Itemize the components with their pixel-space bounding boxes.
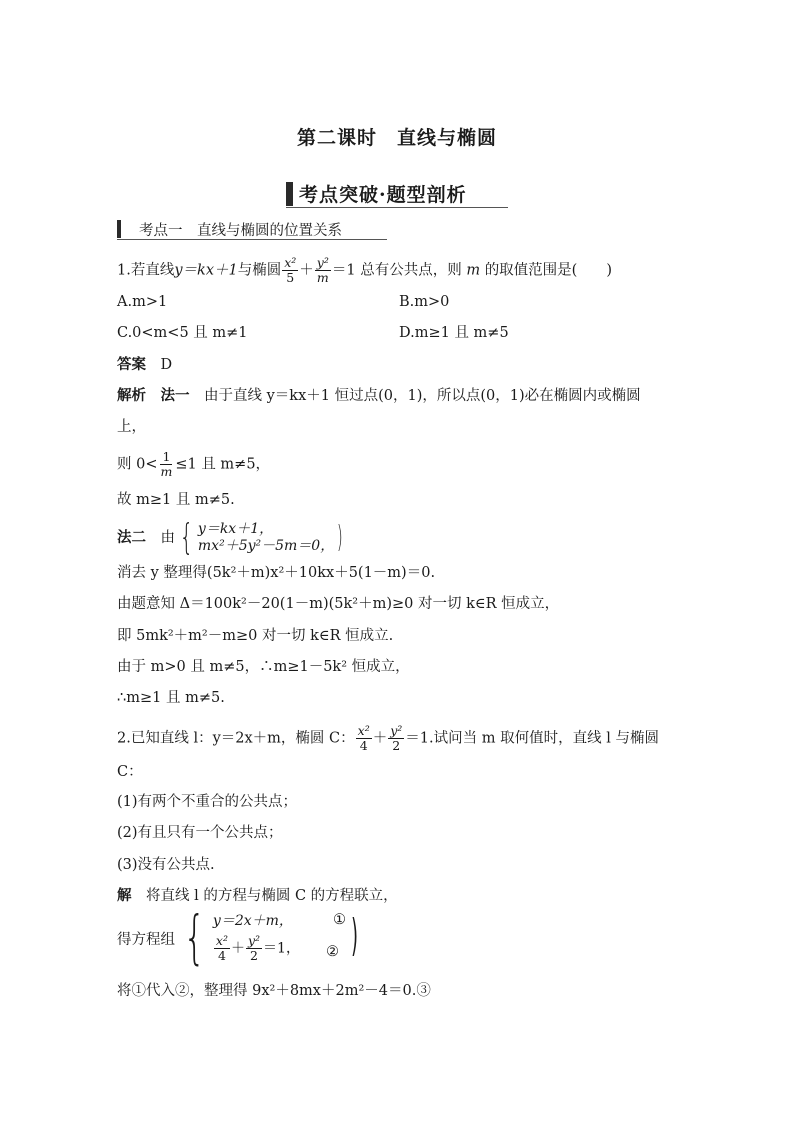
system-close-bracket: ): [351, 910, 359, 961]
q2-system-label: 得方程组: [117, 932, 175, 948]
method2-by: 由: [160, 530, 175, 546]
section-banner: [286, 178, 508, 208]
q1-method1: [117, 386, 641, 406]
answer-value: D: [160, 357, 173, 373]
q1-step-3: 即 5mk²＋m²－m≥0 对一切 k∈R 恒成立.: [117, 628, 394, 644]
q2-stem-cont: C：: [117, 764, 143, 780]
system-eq-2: $\frac{\text{x²}}{4}$ ＋ $\frac{\text{y²}}{2}$ ＝1，: [215, 932, 300, 963]
method1-text: 由于直线 y＝kx＋1 恒过点(0，1)，所以点(0，1)必在椭圆内或椭圆: [204, 388, 641, 404]
q1-option-d: D.m≥1 且 m≠5: [399, 325, 509, 341]
solution-label: 解: [117, 887, 132, 904]
q1-suffix: 的取值范围是( ): [484, 262, 613, 279]
topic-title: 考点一 直线与椭圆的位置关系: [139, 223, 342, 239]
q2-frac-x: $\frac{\text{x²}}{4}$: [357, 723, 370, 753]
method1-label: 法一: [160, 387, 190, 404]
q1-step-4: 由于 m>0 且 m≠5，∴m≥1－5k² 恒成立，: [117, 659, 410, 675]
then-prefix: 则 0<: [117, 456, 158, 473]
banner-bar: [286, 182, 293, 206]
banner-title: 考点突破·题型剖析: [299, 184, 467, 206]
analysis-label: 解析: [117, 387, 146, 404]
system-row-1: y＝kx＋1，: [197, 521, 274, 537]
q2-part-2: (2)有且只有一个公共点；: [117, 825, 283, 841]
q2-final: 将①代入②，整理得 9x²＋8mx＋2m²－4＝0.③: [117, 983, 431, 999]
answer-label: 答案: [117, 356, 146, 373]
q1-stem: 1.若直线y＝kx＋1与椭圆 $\frac{\text{x²}}{5}$ ＋ $\frac{\text{y²}}{m}$ ＝1 总有公共点，则 m 的取值范围是( ): [117, 255, 613, 285]
q1-so-line: 故 m≥1 且 m≠5.: [117, 492, 235, 508]
eq-mark-1: ①: [333, 912, 346, 928]
q2-stem: 2.已知直线 l：y＝2x＋m，椭圆 C： $\frac{\text{x²}}{4}$ ＋ $\frac{\text{y²}}{2}$ ＝1.试问当 m 取何值时，直线 l 与椭圆: [117, 723, 659, 753]
q1-method2: [117, 517, 346, 558]
q1-then-line: [117, 450, 270, 479]
system-eq-1: y＝2x＋m，: [212, 912, 293, 929]
lesson-title: 第二课时 直线与椭圆: [296, 127, 497, 149]
q2-prefix: 2.已知直线 l：y＝2x＋m，椭圆 C：: [117, 730, 355, 747]
q1-var: m: [466, 262, 481, 279]
q1-prefix: 1.若直线: [117, 262, 175, 279]
eq-mark-2: ②: [326, 944, 339, 960]
q2-suffix: ＝1.试问当 m 取何值时，直线 l 与椭圆: [405, 730, 659, 747]
q2-part-3: (3)没有公共点.: [117, 857, 215, 873]
topic-bar: [117, 220, 121, 238]
q1-answer: [117, 355, 172, 375]
banner-underline: [286, 207, 508, 208]
q1-step-2: 由题意知 Δ＝100k²－20(1－m)(5k²＋m)≥0 对一切 k∈R 恒成立，: [117, 596, 560, 612]
method2-system: { y＝kx＋1， mx²＋5y²－5m＝0， ): [179, 517, 344, 558]
topic-heading: [117, 218, 387, 240]
then-suffix: ≤1 且 m≠5，: [175, 456, 271, 473]
q1-line-eq: y＝kx＋1: [174, 262, 238, 279]
q1-method1-cont: 上，: [117, 419, 146, 435]
q1-option-a: A.m>1: [117, 294, 168, 310]
q1-frac-x: $\frac{\text{x²}}{5}$: [284, 255, 297, 285]
q1-option-c: C.0<m<5 且 m≠1: [117, 325, 248, 341]
q2-part-1: (1)有两个不重合的公共点；: [117, 794, 298, 810]
q1-mid: 与椭圆: [237, 262, 282, 279]
q1-step-5: ∴m≥1 且 m≠5.: [117, 690, 225, 706]
then-frac: $\frac{1}{m}$: [160, 449, 173, 479]
q1-eq-tail: ＝1 总有公共点，则: [331, 262, 462, 279]
q2-solution: [117, 886, 398, 906]
system-row-2: mx²＋5y²－5m＝0，: [197, 538, 335, 554]
q1-option-b: B.m>0: [399, 294, 450, 310]
q1-step-1: 消去 y 整理得(5k²＋m)x²＋10kx＋5(1－m)＝0.: [117, 565, 436, 581]
q1-frac-y: $\frac{\text{y²}}{m}$: [316, 255, 329, 285]
q2-frac-y: $\frac{\text{y²}}{2}$: [390, 723, 403, 753]
topic-underline: [117, 239, 387, 240]
q2-system: { y＝2x＋m， $\frac{\text{x²}}{4}$ ＋ $\frac{\text{y²}}{2}$ ＝1，: [183, 903, 300, 971]
method2-label: 法二: [117, 529, 146, 546]
solution-text: 将直线 l 的方程与椭圆 C 的方程联立，: [146, 888, 398, 904]
